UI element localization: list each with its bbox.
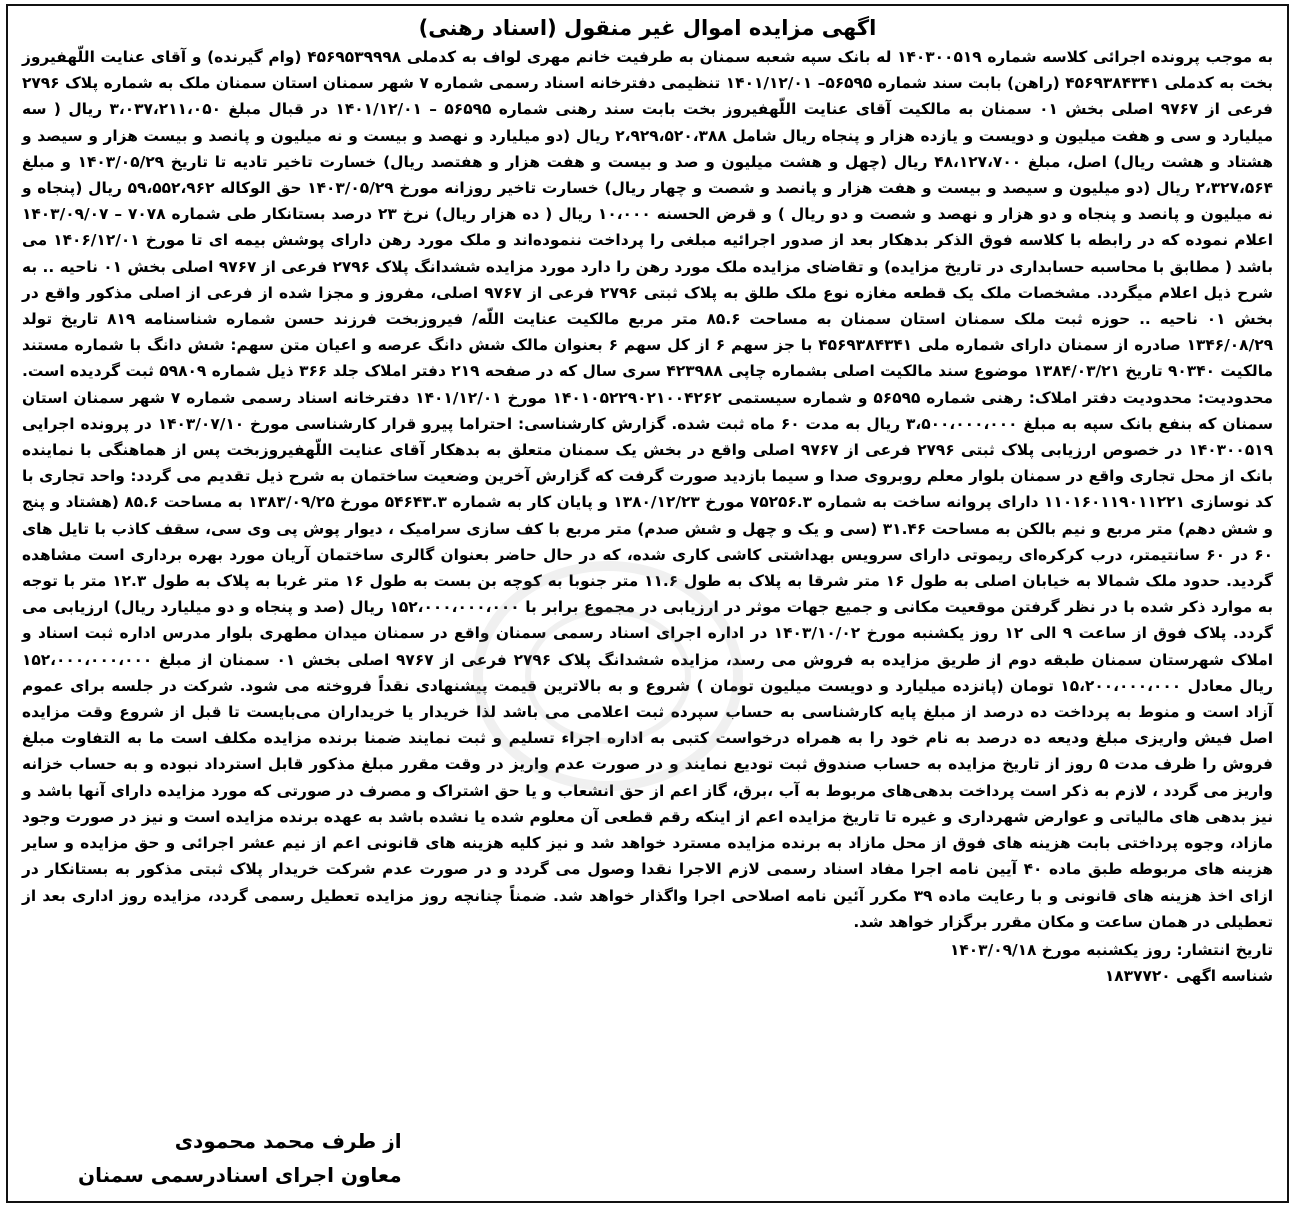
publish-date: تاریخ انتشار: روز یکشنبه مورخ ۱۴۰۳/۰۹/۱۸	[950, 940, 1273, 959]
notice-body	[8, 44, 1287, 935]
signature-from: از طرف محمد محمودی	[174, 1129, 402, 1153]
notice-meta	[8, 935, 1287, 989]
notice-title: اگهی مزایده اموال غیر منقول (اسناد رهنی)	[418, 16, 877, 40]
notice-id: شناسه اگهی ۱۸۳۷۷۲۰	[1104, 966, 1273, 985]
signature-block	[78, 1124, 402, 1192]
auction-notice-sheet	[6, 4, 1289, 1203]
notice-body-text: به موجب پرونده اجرائی کلاسه شماره ۱۴۰۳۰۰۵۱۹ له بانک سپه شعبه سمنان به طرفیت خانم مهری لواف به کدملی ۴۵۶۹۵۳۹۹۹۸ (وام گیرنده) و آقای عنایت اللّهفیروز بخت به کدملی ۴۵۶۹۳۸۴۳۴۱ (راهن) بابت سند شماره ۵۶۵۹۵– ۱۴۰۱/۱۲/۰۱ تنظیمی دفترخانه اسناد رسمی شماره ۷ شهر سمنان استان سمنان ملک به شماره پلاک ۲۷۹۶ فرعی از ۹۷۶۷ اصلی بخش ۰۱ سمنان به مالکیت آقای عنایت اللّهفیروز بخت بابت سند رهنی شماره ۵۶۵۹۵ – ۱۴۰۱/۱۲/۰۱ در قبال مبلغ ۳،۰۳۷،۲۱۱،۰۵۰ ریال ( سه میلیارد و سی و هفت میلیون و دویست و یازده هزار و پنجاه ریال شامل ۲،۹۲۹،۵۲۰،۳۸۸ ریال (دو میلیارد و نهصد و بیست و نه میلیون و پانصد و بیست هزار و سیصد و هشتاد و هشت ریال) اصل، مبلغ ۴۸،۱۲۷،۷۰۰ ریال (چهل و هشت میلیون و صد و بیست و هفت هزار و هفتصد ریال) خسارت تاخیر تادیه تا تاریخ ۱۴۰۳/۰۵/۲۹ و مبلغ ۲،۳۲۷،۵۶۴ ریال (دو میلیون و سیصد و بیست و هفت هزار و پانصد و شصت و چهار ریال) خسارت تاخیر روزانه مورخ ۱۴۰۳/۰۵/۲۹ حق الوکاله ۵۹،۵۵۲،۹۶۲ ریال (پنجاه و نه میلیون و پانصد و پنجاه و دو هزار و نهصد و شصت و دو ریال ) و قرض الحسنه ۱۰،۰۰۰ ریال ( ده هزار ریال) نرخ ۲۳ درصد بستانکار طی شماره ۷۰۷۸ – ۱۴۰۳/۰۹/۰۷ اعلام نموده که در رابطه با کلاسه فوق الذکر بدهکار بعد از صدور اجرائیه مبلغی را پرداخت ننموده‌اند و ملک مورد رهن دارای پوشش بیمه ای تا مورخ ۱۴۰۶/۱۲/۰۱ می باشد ( مطابق با محاسبه حسابداری در تاریخ مزایده) و تقاضای مزایده ملک مورد رهن را دارد مورد مزایده ششدانگ پلاک ۲۷۹۶ فرعی از ۹۷۶۷ اصلی بخش ۰۱ ناحیه .. به شرح ذیل اعلام میگردد. مشخصات ملک یک قطعه مغازه نوع ملک طلق به پلاک ثبتی ۲۷۹۶ فرعی از ۹۷۶۷ اصلی، مفروز و مجزا شده از فرعی از اصلی مذکور واقع در بخش ۰۱ ناحیه .. حوزه ثبت ملک سمنان استان سمنان به مساحت ۸۵.۶ متر مربع مالکیت عنایت اللّه/ فیروزبخت فرزند حسن شماره شناسنامه ۸۱۹ تاریخ تولد ۱۳۴۶/۰۸/۲۹ صادره از سمنان دارای شماره ملی ۴۵۶۹۳۸۴۳۴۱ با جز سهم ۶ از کل سهم ۶ بعنوان مالک شش دانگ عرصه و اعیان متن سهم: شش دانگ با شماره مستند مالکیت ۹۰۳۴۰ تاریخ ۱۳۸۴/۰۳/۲۱ موضوع سند مالکیت اصلی بشماره چاپی ۴۲۳۹۸۸ سری سال که در صفحه ۲۱۹ دفتر املاک جلد ۳۶۶ ذیل شماره ۵۹۸۰۹ ثبت گردیده است. محدودیت: محدودیت دفتر املاک: رهنی شماره ۵۶۵۹۵ و شماره سیستمی ۱۴۰۱۰۵۲۲۹۰۲۱۰۰۴۲۶۲ مورخ ۱۴۰۱/۱۲/۰۱ دفترخانه اسناد رسمی شماره ۷ شهر سمنان استان سمنان که بنفع بانک سپه به مبلغ ۳،۵۰۰،۰۰۰،۰۰۰ ریال به مدت ۶۰ ماه ثبت شده. گزارش کارشناسی: احتراما پیرو قرار کارشناسی مورخ ۱۴۰۳/۰۷/۱۰ در پرونده اجرایی ۱۴۰۳۰۰۵۱۹ در خصوص ارزیابی پلاک ثبتی ۲۷۹۶ فرعی از ۹۷۶۷ اصلی واقع در بخش یک سمنان متعلق به بدهکار آقای عنایت اللّهفیروزبخت پس از هماهنگی با نماینده بانک از محل تجاری واقع در سمنان بلوار معلم روبروی صدا و سیما بازدید صورت گرفت که گزارش آخرین وضعیت ساختمان به شرح ذیل تقدیم می گردد: واحد تجاری با کد نوسازی ۱۱۰۱۶۰۱۱۹۰۱۱۲۲۱ دارای پروانه ساخت به شماره ۷۵۲۵۶.۳ مورخ ۱۳۸۰/۱۲/۲۳ و پایان کار به شماره ۵۴۶۴۳.۳ مورخ ۱۳۸۳/۰۹/۲۵ به مساحت ۸۵.۶ (هشتاد و پنج و شش دهم) متر مربع و نیم بالکن به مساحت ۳۱.۴۶ (سی و یک و چهل و شش صدم) متر مربع با کف سازی سرامیک ، دیوار پوش پی وی سی، سقف کاذب با تایل های ۶۰ در ۶۰ سانتیمتر، درب کرکره‌ای ریموتی دارای سرویس بهداشتی کاشی کاری شده، که در حال حاضر بعنوان گالری ساختمان آریان مورد بهره برداری است مشاهده گردید. حدود ملک شمالا به خیابان اصلی به طول ۱۶ متر شرقا به پلاک به طول ۱۱.۶ متر جنوبا به کوچه بن بست به طول ۱۶ متر غربا به پلاک به طول ۱۲.۳ متر با توجه به موارد ذکر شده با در نظر گرفتن موقعیت مکانی و جمیع جهات موثر در ارزیابی در مجموع برابر با ۱۵۲،۰۰۰،۰۰۰،۰۰۰ ریال (صد و پنجاه و دو میلیارد ریال) ارزیابی می گردد. پلاک فوق از ساعت ۹ الی ۱۲ روز یکشنبه مورخ ۱۴۰۳/۱۰/۰۲ در اداره اجرای اسناد رسمی سمنان واقع در سمنان میدان مطهری بلوار مدرس اداره ثبت اسناد و املاک شهرستان سمنان طبقه دوم از طریق مزایده به فروش می رسد، مزایده ششدانگ پلاک ۲۷۹۶ فرعی از ۹۷۶۷ اصلی بخش ۰۱ سمنان از مبلغ ۱۵۲،۰۰۰،۰۰۰،۰۰۰ ریال معادل ۱۵،۲۰۰،۰۰۰،۰۰۰ تومان (پانزده میلیارد و دویست میلیون تومان ) شروع و به بالاترین قیمت پیشنهادی نقداً فروخته می شود. شرکت در جلسه برای عموم آزاد است و منوط به پرداخت ده درصد از مبلغ پایه کارشناسی به حساب سپرده ثبت اعلامی می باشد لذا خریدار یا خریداران می‌بایست تا قبل از شروع وقت مزایده اصل فیش واریزی مبلغ ودیعه ده درصد به نام خود را به همراه درخواست کتبی به اداره اجراء تسلیم و ثبت نمایند ضمنا برنده مزایده مکلف است ما به التفاوت مبلغ فروش را ظرف مدت ۵ روز از تاریخ مزایده به حساب صندوق ثبت تودیع نمایند و در صورت عدم واریز در وقت مقرر مبلغ مذکور قابل استرداد نبوده و به حساب خزانه واریز می گردد ، لازم به ذکر است پرداخت بدهی‌های مربوط به آب ،برق، گاز اعم از حق انشعاب و یا حق اشتراک و مصرف در صورتی که مورد مزایده دارای آنها باشد و نیز بدهی های مالیاتی و عوارض شهرداری و غیره تا تاریخ مزایده اعم از اینکه رقم قطعی آن معلوم شده یا نشده باشد به عهده برنده مزایده است و نیز در صورت وجود مازاد، وجوه پرداختی بابت هزینه های فوق از محل مازاد به برنده مزایده مسترد خواهد شد و نیز کلیه هزینه های قانونی اعم از نیم عشر اجرائی و حق مزایده و سایر هزینه های مربوطه طبق ماده ۴۰ آیین نامه اجرا مفاد اسناد رسمی لازم الاجرا نقدا وصول می گردد و در صورت عدم شرکت خریدار پلاک ثبتی مذکور به بستانکار در ازای اخذ هزینه های قانونی و با رعایت ماده ۳۹ مکرر آئین نامه اصلاحی اجرا واگذار خواهد شد. ضمناً چنانچه روز مزایده تعطیل رسمی گردد، مزایده روز اداری بعد از تعطیلی در همان ساعت و مکان مقرر برگزار خواهد شد.	[22, 48, 1274, 931]
signature-title: معاون اجرای اسنادرسمی سمنان	[78, 1163, 402, 1187]
